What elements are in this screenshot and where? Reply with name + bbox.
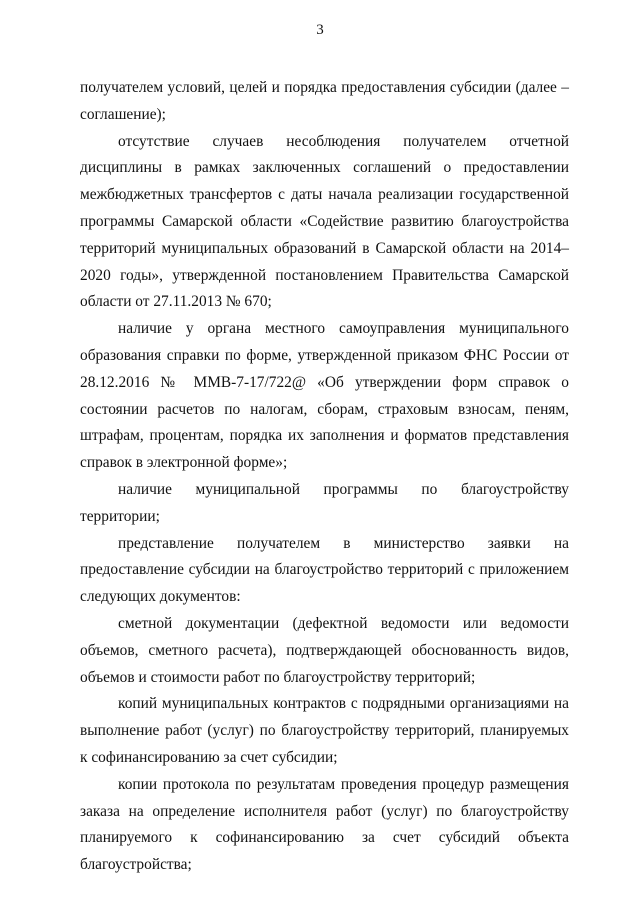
paragraph-agreement-continuation: получателем условий, целей и порядка предоставления субсидии (далее – соглашение); (80, 79, 569, 123)
paragraph-reporting-discipline: отсутствие случаев несоблюдения получателем отчетной дисциплины в рамках заключенных соглашений о предоставлении межбюджетных трансфертов с даты начала реализации государственной программы Самарской области «Содействие развитию благоустройства территорий муниципальных образований в Самарской области на 2014–2020 годы», утвержденной постановлением Правительства Самарской области от 27.11.2013 № 670; (80, 132, 569, 311)
paragraph-estimate-documentation: сметной документации (дефектной ведомости или ведомости объемов, сметного расчета), подтверждающей обоснованность видов, объемов и стоимости работ по благоустройству территорий; (80, 614, 569, 686)
paragraph-procurement-protocol: копии протокола по результатам проведения процедур размещения заказа на определение исполнителя работ (услуг) по благоустройству планируемого к софинансированию за счет субсидий объекта благоустройства; (80, 775, 569, 874)
paragraph-application-submission: представление получателем в министерство заявки на предоставление субсидии на благоустройство территорий с приложением следующих документов: (80, 534, 569, 606)
paragraph-municipal-program: наличие муниципальной программы по благоустройству территории; (80, 480, 569, 525)
paragraph-municipal-contracts: копий муниципальных контрактов с подрядными организациями на выполнение работ (услуг) по благоустройству территорий, планируемых к софинансированию за счет субсидии; (80, 695, 569, 766)
page-number: 3 (316, 22, 324, 38)
document-body (80, 75, 569, 879)
paragraph-tax-certificate: наличие у органа местного самоуправления муниципального образования справки по форме, утвержденной приказом ФНС России от 28.12.2016 № ММВ-7-17/722@ «Об утверждении форм справок о состоянии расчетов по налогам, сборам, страховым взносам, пеням, штрафам, процентам, порядка их заполнения и форматов представления справок в электронной форме»; (80, 320, 569, 472)
